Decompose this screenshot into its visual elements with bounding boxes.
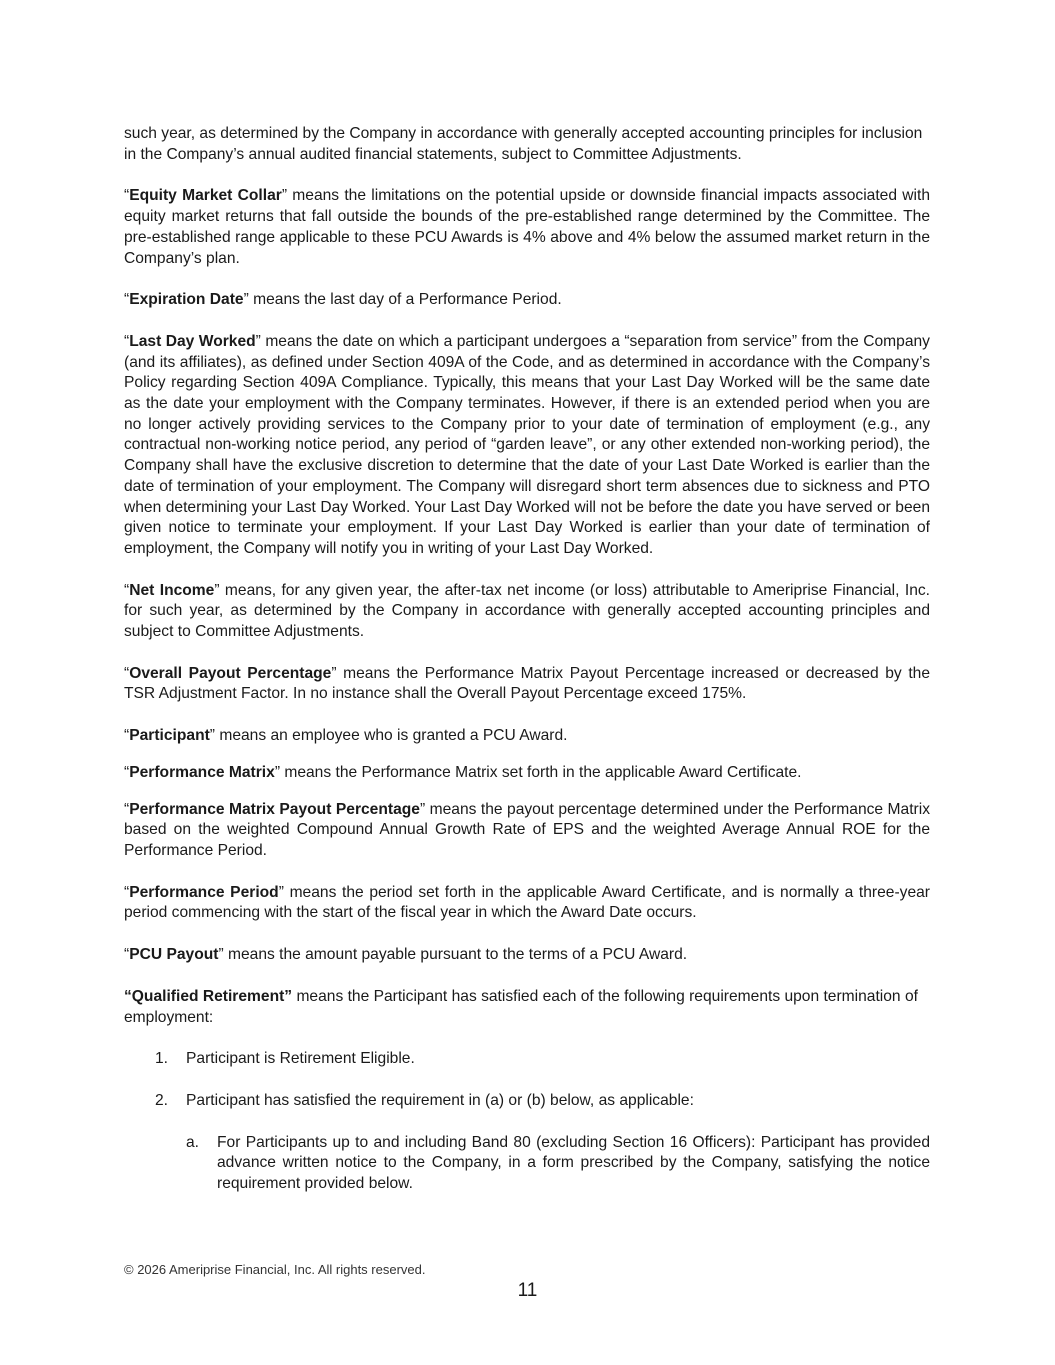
term-net-income: Net Income (129, 581, 215, 599)
intro-paragraph: such year, as determined by the Company in accordance with generally accepted accounting principles for inclusion in the Company’s annual audited financial statements, subject to Committee Adjustments. (124, 125, 923, 163)
definition-text: means, for any given year, the after-tax net income (or loss) attributable to Ameriprise Financial, Inc. for such year, as determined by the Company in accordance with generally accepted accounting principles and subject to Committee Adjustments. (124, 581, 930, 641)
close-quote: ” (419, 800, 426, 818)
term-performance-period: Performance Period (129, 883, 279, 901)
definition-performance-period (124, 883, 930, 924)
open-quote: “ (124, 581, 130, 599)
definition-net-income (124, 581, 930, 643)
definition-text: means the payout percentage determined under the Performance Matrix based on the weighted Compound Annual Growth Rate of EPS and the weighted Average Annual ROE for the Performance Period. (124, 800, 931, 859)
close-quote: ” (274, 763, 281, 781)
definition-text: means the Participant has satisfied each of the following requirements upon termination of employment: (124, 987, 918, 1026)
open-quote: “ (124, 727, 130, 745)
definition-text: means the last day of a Performance Period. (248, 291, 562, 309)
close-quote: ” (218, 946, 224, 964)
definition-text: means an employee who is granted a PCU Award. (215, 727, 568, 745)
list-number: 1. (155, 1050, 169, 1068)
list-number: 2. (155, 1091, 169, 1109)
definition-text: means the period set forth in the applicable Award Certificate, and is normally a three-year period commencing with the start of the fiscal year in which the Award Date occurs. (124, 883, 930, 922)
open-quote: “ (124, 800, 130, 818)
list-item (124, 1049, 930, 1070)
term-last-day-worked: Last Day Worked (129, 332, 256, 350)
definition-participant (124, 726, 930, 747)
term-equity-market-collar: Equity Market Collar (129, 187, 282, 205)
term-pcu-payout: PCU Payout (129, 946, 219, 964)
page-number: 11 (517, 1280, 538, 1301)
close-quote: ” (214, 581, 220, 599)
definition-performance-matrix-payout-percentage (124, 800, 930, 862)
list-item (124, 1091, 930, 1112)
list-item-text: Participant has satisfied the requirement in (a) or (b) below, as applicable: (186, 1091, 694, 1109)
copyright-footer: © 2026 Ameriprise Financial, Inc. All rights reserved. (124, 1262, 426, 1277)
sub-list-item (124, 1133, 930, 1195)
close-quote: ” (281, 187, 288, 205)
definition-qualified-retirement (124, 987, 930, 1028)
term-participant: Participant (129, 727, 210, 745)
close-quote: ” (209, 727, 215, 745)
open-quote: “ (124, 883, 130, 901)
definition-performance-matrix (124, 763, 930, 784)
close-quote: ” (278, 883, 284, 901)
list-item-text: Participant is Retirement Eligible. (186, 1050, 415, 1068)
term-expiration-date: Expiration Date (129, 291, 244, 309)
definition-text: means the Performance Matrix set forth in the applicable Award Certificate. (280, 763, 802, 781)
close-quote: ” (243, 291, 249, 309)
definition-expiration-date (124, 290, 930, 311)
open-quote: “ (124, 946, 130, 964)
open-quote: “ (124, 187, 130, 205)
sub-list-item-text: For Participants up to and including Band 80 (excluding Section 16 Officers): Participant has provided advance written notice to the Company, in a form prescribed by the Company, satisfying the notice requirement provided below. (217, 1133, 930, 1193)
definition-text: means the date on which a participant undergoes a “separation from service” from the Company (and its affiliates), as defined under Section 409A of the Code, and as determined in accordance with the Company’s Policy regarding Section 409A Compliance. Typically, this means that your Last Day Worked will be the same date as the date your employment with the Company terminates. However, if there is an extended period when you are no longer actively providing services to the Company prior to your date of termination of employment (e.g., any contractual non-working notice period, any period of “garden leave”, or any other extended non-working period), the Company shall have the exclusive discretion to determine that the date of your Last Date Worked is earlier than the date of termination of your employment. The Company will disregard short term absences due to sickness and PTO when determining your Last Day Worked. Your Last Day Worked will not be before the date you have served or been given notice to terminate your employment. If your Last Day Worked is earlier than your date of termination of employment, the Company will notify you in writing of your Last Day Worked. (124, 332, 930, 557)
open-quote: “ (124, 291, 130, 309)
definition-text: means the limitations on the potential upside or downside financial impacts associated with equity market returns that fall outside the bounds of the pre-established range determined by the Committee. The pre-established range applicable to these PCU Awards is 4% above and 4% below the assumed market return in the Company’s plan. (124, 187, 931, 267)
open-quote: “ (124, 763, 130, 781)
open-quote: “ (124, 332, 130, 350)
definition-text: means the amount payable pursuant to the terms of a PCU Award. (223, 946, 688, 964)
close-quote: ” (255, 332, 261, 350)
definition-overall-payout-percentage (124, 664, 930, 705)
definition-equity-market-collar (124, 186, 930, 269)
definition-text: means the Performance Matrix Payout Percentage increased or decreased by the TSR Adjustment Factor. In no instance shall the Overall Payout Percentage exceed 175%. (124, 664, 930, 703)
close-quote: ” (331, 664, 337, 682)
definition-last-day-worked (124, 332, 930, 560)
definition-pcu-payout (124, 945, 930, 966)
term-overall-payout-percentage: Overall Payout Percentage (129, 664, 332, 682)
term-qualified-retirement: “Qualified Retirement” (124, 987, 293, 1005)
sub-list-letter: a. (186, 1133, 200, 1151)
term-performance-matrix: Performance Matrix (129, 763, 275, 781)
open-quote: “ (124, 664, 130, 682)
term-performance-matrix-payout-percentage: Performance Matrix Payout Percentage (129, 800, 420, 818)
document-page (124, 124, 930, 1195)
